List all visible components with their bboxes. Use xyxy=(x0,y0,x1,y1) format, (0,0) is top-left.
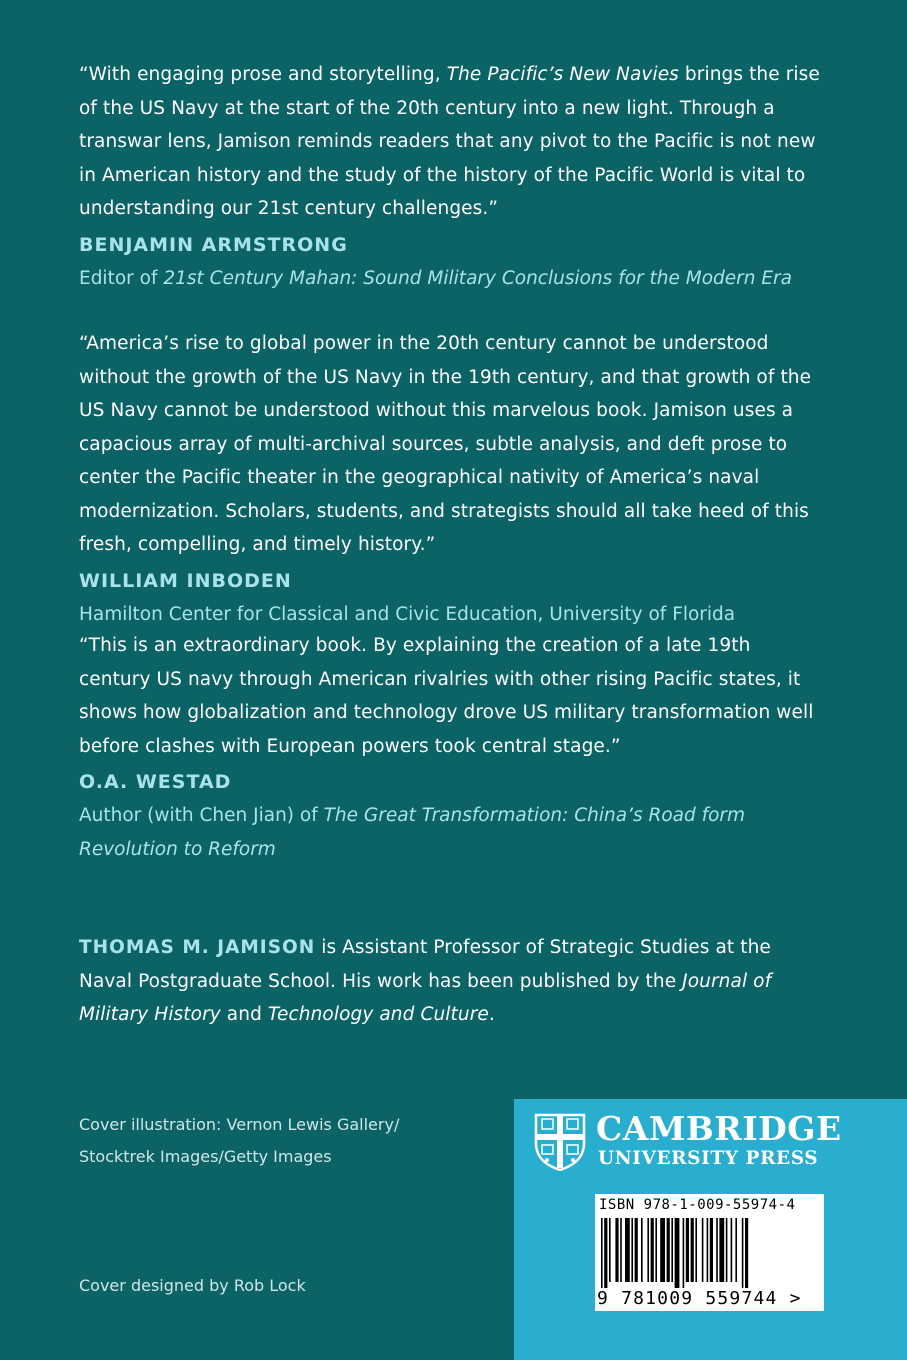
illustration-credit-line: Stocktrek Images/Getty Images xyxy=(79,1147,332,1166)
barcode-bar xyxy=(702,1218,704,1282)
publisher-panel xyxy=(514,1099,907,1360)
barcode-digits: 9 781009 559744 > xyxy=(597,1288,802,1309)
barcode-bar xyxy=(609,1218,611,1282)
barcode-bar xyxy=(615,1218,618,1282)
publisher-name: CAMBRIDGE xyxy=(596,1109,842,1148)
barcode-bar xyxy=(667,1218,670,1282)
barcode-bar xyxy=(726,1218,728,1282)
barcode-bar xyxy=(745,1218,748,1288)
endorsement-1 xyxy=(79,58,827,295)
barcode-bar xyxy=(691,1218,694,1282)
barcode-bar xyxy=(671,1218,673,1282)
endorser-name: WILLIAM INBODEN xyxy=(79,569,292,592)
isbn-label: ISBN 978-1-009-55974-4 xyxy=(599,1197,796,1213)
barcode-bar xyxy=(601,1218,603,1288)
barcode-bar xyxy=(735,1218,737,1282)
cambridge-shield-icon xyxy=(534,1113,586,1171)
endorsement-quote: “America’s rise to global power in the 20th century cannot be understood without the growth of the US Navy in the 19th century, and that growth of the US Navy cannot be understood without this marvelous book. Jamison uses a capacious array of multi-archival sources, subtle analysis, and deft prose to center the Pacific theater in the geographical nativity of America’s naval modernization. Scholars, students, and strategists should all take heed of this fresh, compelling, and timely history.” xyxy=(79,333,812,555)
endorsement-2 xyxy=(79,327,827,631)
barcode-bar xyxy=(683,1218,685,1288)
endorser-name: O.A. WESTAD xyxy=(79,771,232,793)
isbn-barcode xyxy=(595,1194,824,1311)
author-name: THOMAS M. JAMISON xyxy=(79,937,316,958)
barcode-bar xyxy=(707,1218,709,1282)
illustration-credit-line: Cover illustration: Vernon Lewis Gallery/ xyxy=(79,1115,400,1134)
barcode-bar xyxy=(710,1218,713,1282)
barcode-bar xyxy=(719,1218,724,1282)
barcode-bar xyxy=(686,1218,689,1282)
barcode-bar xyxy=(604,1218,607,1288)
barcode-bar xyxy=(641,1218,643,1282)
publisher-subtitle: UNIVERSITY PRESS xyxy=(598,1148,819,1169)
barcode-bar xyxy=(635,1218,638,1282)
designer-credit-line: Cover designed by Rob Lock xyxy=(79,1276,306,1295)
endorser-affiliation: Author (with Chen Jian) of The Great Transformation: China’s Road form Revolution to Reform xyxy=(79,805,746,860)
endorser-affiliation: Editor of 21st Century Mahan: Sound Military Conclusions for the Modern Era xyxy=(79,267,792,289)
barcode-bars xyxy=(601,1218,819,1288)
endorsement-3 xyxy=(79,629,827,866)
author-bio xyxy=(79,931,827,1032)
author-bio-text: THOMAS M. JAMISON is Assistant Professor of Strategic Studies at the Naval Postgraduate School. His work has been published by the Journal of Military History and Technology and Culture. xyxy=(79,937,772,1025)
barcode-bar xyxy=(625,1218,630,1282)
endorser-name: BENJAMIN ARMSTRONG xyxy=(79,233,348,256)
barcode-bar xyxy=(631,1218,633,1282)
barcode-bar xyxy=(655,1218,657,1282)
endorsement-quote: “This is an extraordinary book. By explaining the creation of a late 19th century US navy through American rivalries with other rising Pacific states, it shows how globalization and technology drove US military transformation well before clashes with European powers took central stage.” xyxy=(79,635,814,757)
barcode-bar xyxy=(695,1218,697,1282)
barcode-bar xyxy=(742,1218,744,1288)
barcode-bar xyxy=(675,1218,680,1288)
barcode-bar xyxy=(731,1218,733,1282)
barcode-bar xyxy=(660,1218,665,1282)
barcode-bar xyxy=(716,1218,718,1282)
endorser-affiliation: Hamilton Center for Classical and Civic Education, University of Florida xyxy=(79,603,736,625)
barcode-bar xyxy=(651,1218,654,1282)
barcode-bar xyxy=(620,1218,622,1282)
endorsement-quote: “With engaging prose and storytelling, The Pacific’s New Navies brings the rise of the US Navy at the start of the 20th century into a new light. Through a transwar lens, Jamison reminds readers that any pivot to the Pacific is not new in American history and the study of the history of the Pacific World is vital to understanding our 21st century challenges.” xyxy=(79,64,820,219)
cover-designer-credit xyxy=(79,1270,499,1302)
barcode-bar xyxy=(647,1218,649,1282)
cover-illustration-credit xyxy=(79,1109,499,1173)
